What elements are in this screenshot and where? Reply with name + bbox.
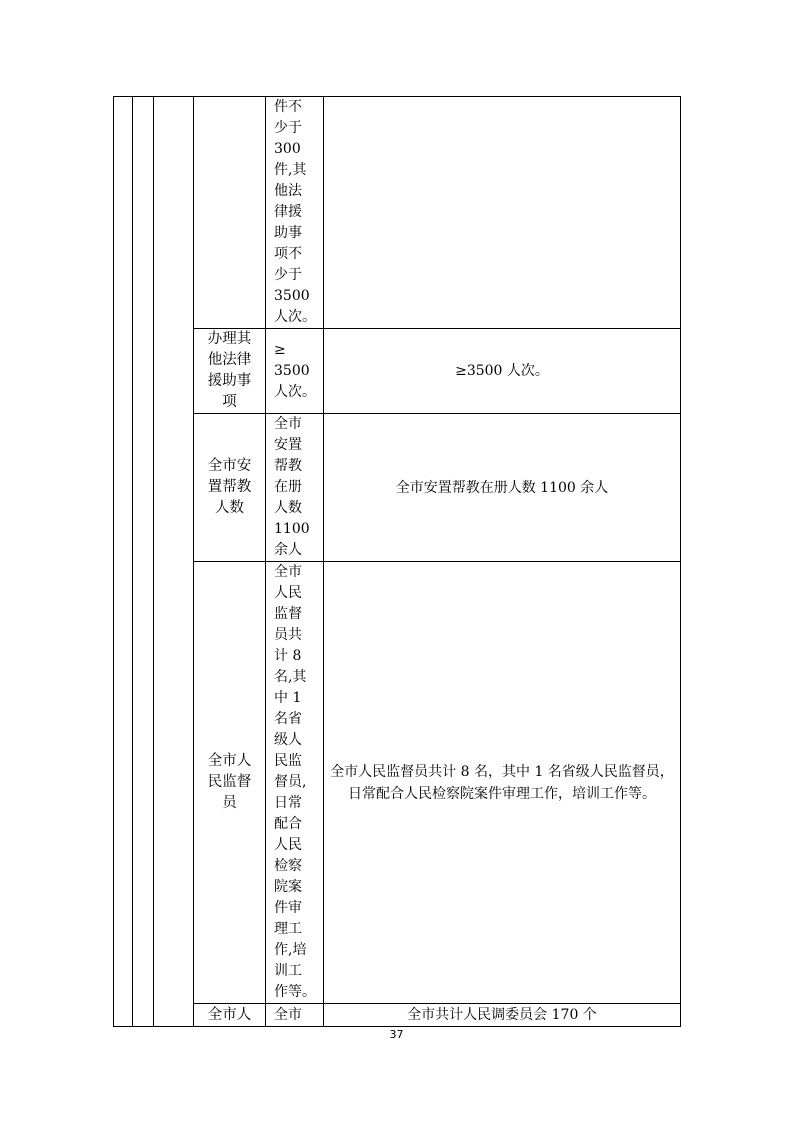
level2-cell [133,97,154,1027]
indicator-target: 全市 安置 帮教 在册 人数 1100 余人 [266,414,324,562]
indicator-detail [324,97,681,329]
page-number: 37 [389,1028,404,1041]
table-row [114,1004,681,1027]
indicator-target: 全市 [266,1004,324,1027]
indicator-target: 全市 人民 监督 员共 计 8 名,其 中 1 名省 级人 民监 督员, 日常 配合 人民 检察 院案 件审 理工 作,培 训工 作等。 [266,562,324,1004]
level1-cell [114,97,133,1027]
indicator-detail: 全市共计人民调委员会 170 个 [324,1004,681,1027]
indicator-name: 办理其 他法律 援助事 项 [194,329,266,414]
indicator-name: 全市人 民监督 员 [194,562,266,1004]
table-row [114,329,681,414]
table-row [114,414,681,562]
performance-table [113,96,681,1027]
indicator-detail: 全市安置帮教在册人数 1100 余人 [324,414,681,562]
indicator-target: 件不 少于 300 件,其 他法 律援 助事 项不 少于 3500 人次。 [266,97,324,329]
indicator-target: ≥ 3500 人次。 [266,329,324,414]
indicator-detail: ≥3500 人次。 [324,329,681,414]
table-row [114,562,681,1004]
indicator-name [194,97,266,329]
indicator-name: 全市安 置帮教 人数 [194,414,266,562]
level3-cell [154,97,194,1027]
indicator-detail: 全市人民监督员共计 8 名，其中 1 名省级人民监督员， 日常配合人民检察院案件审理工作，培训工作等。 [324,562,681,1004]
indicator-name: 全市人 [194,1004,266,1027]
table-row [114,97,681,329]
